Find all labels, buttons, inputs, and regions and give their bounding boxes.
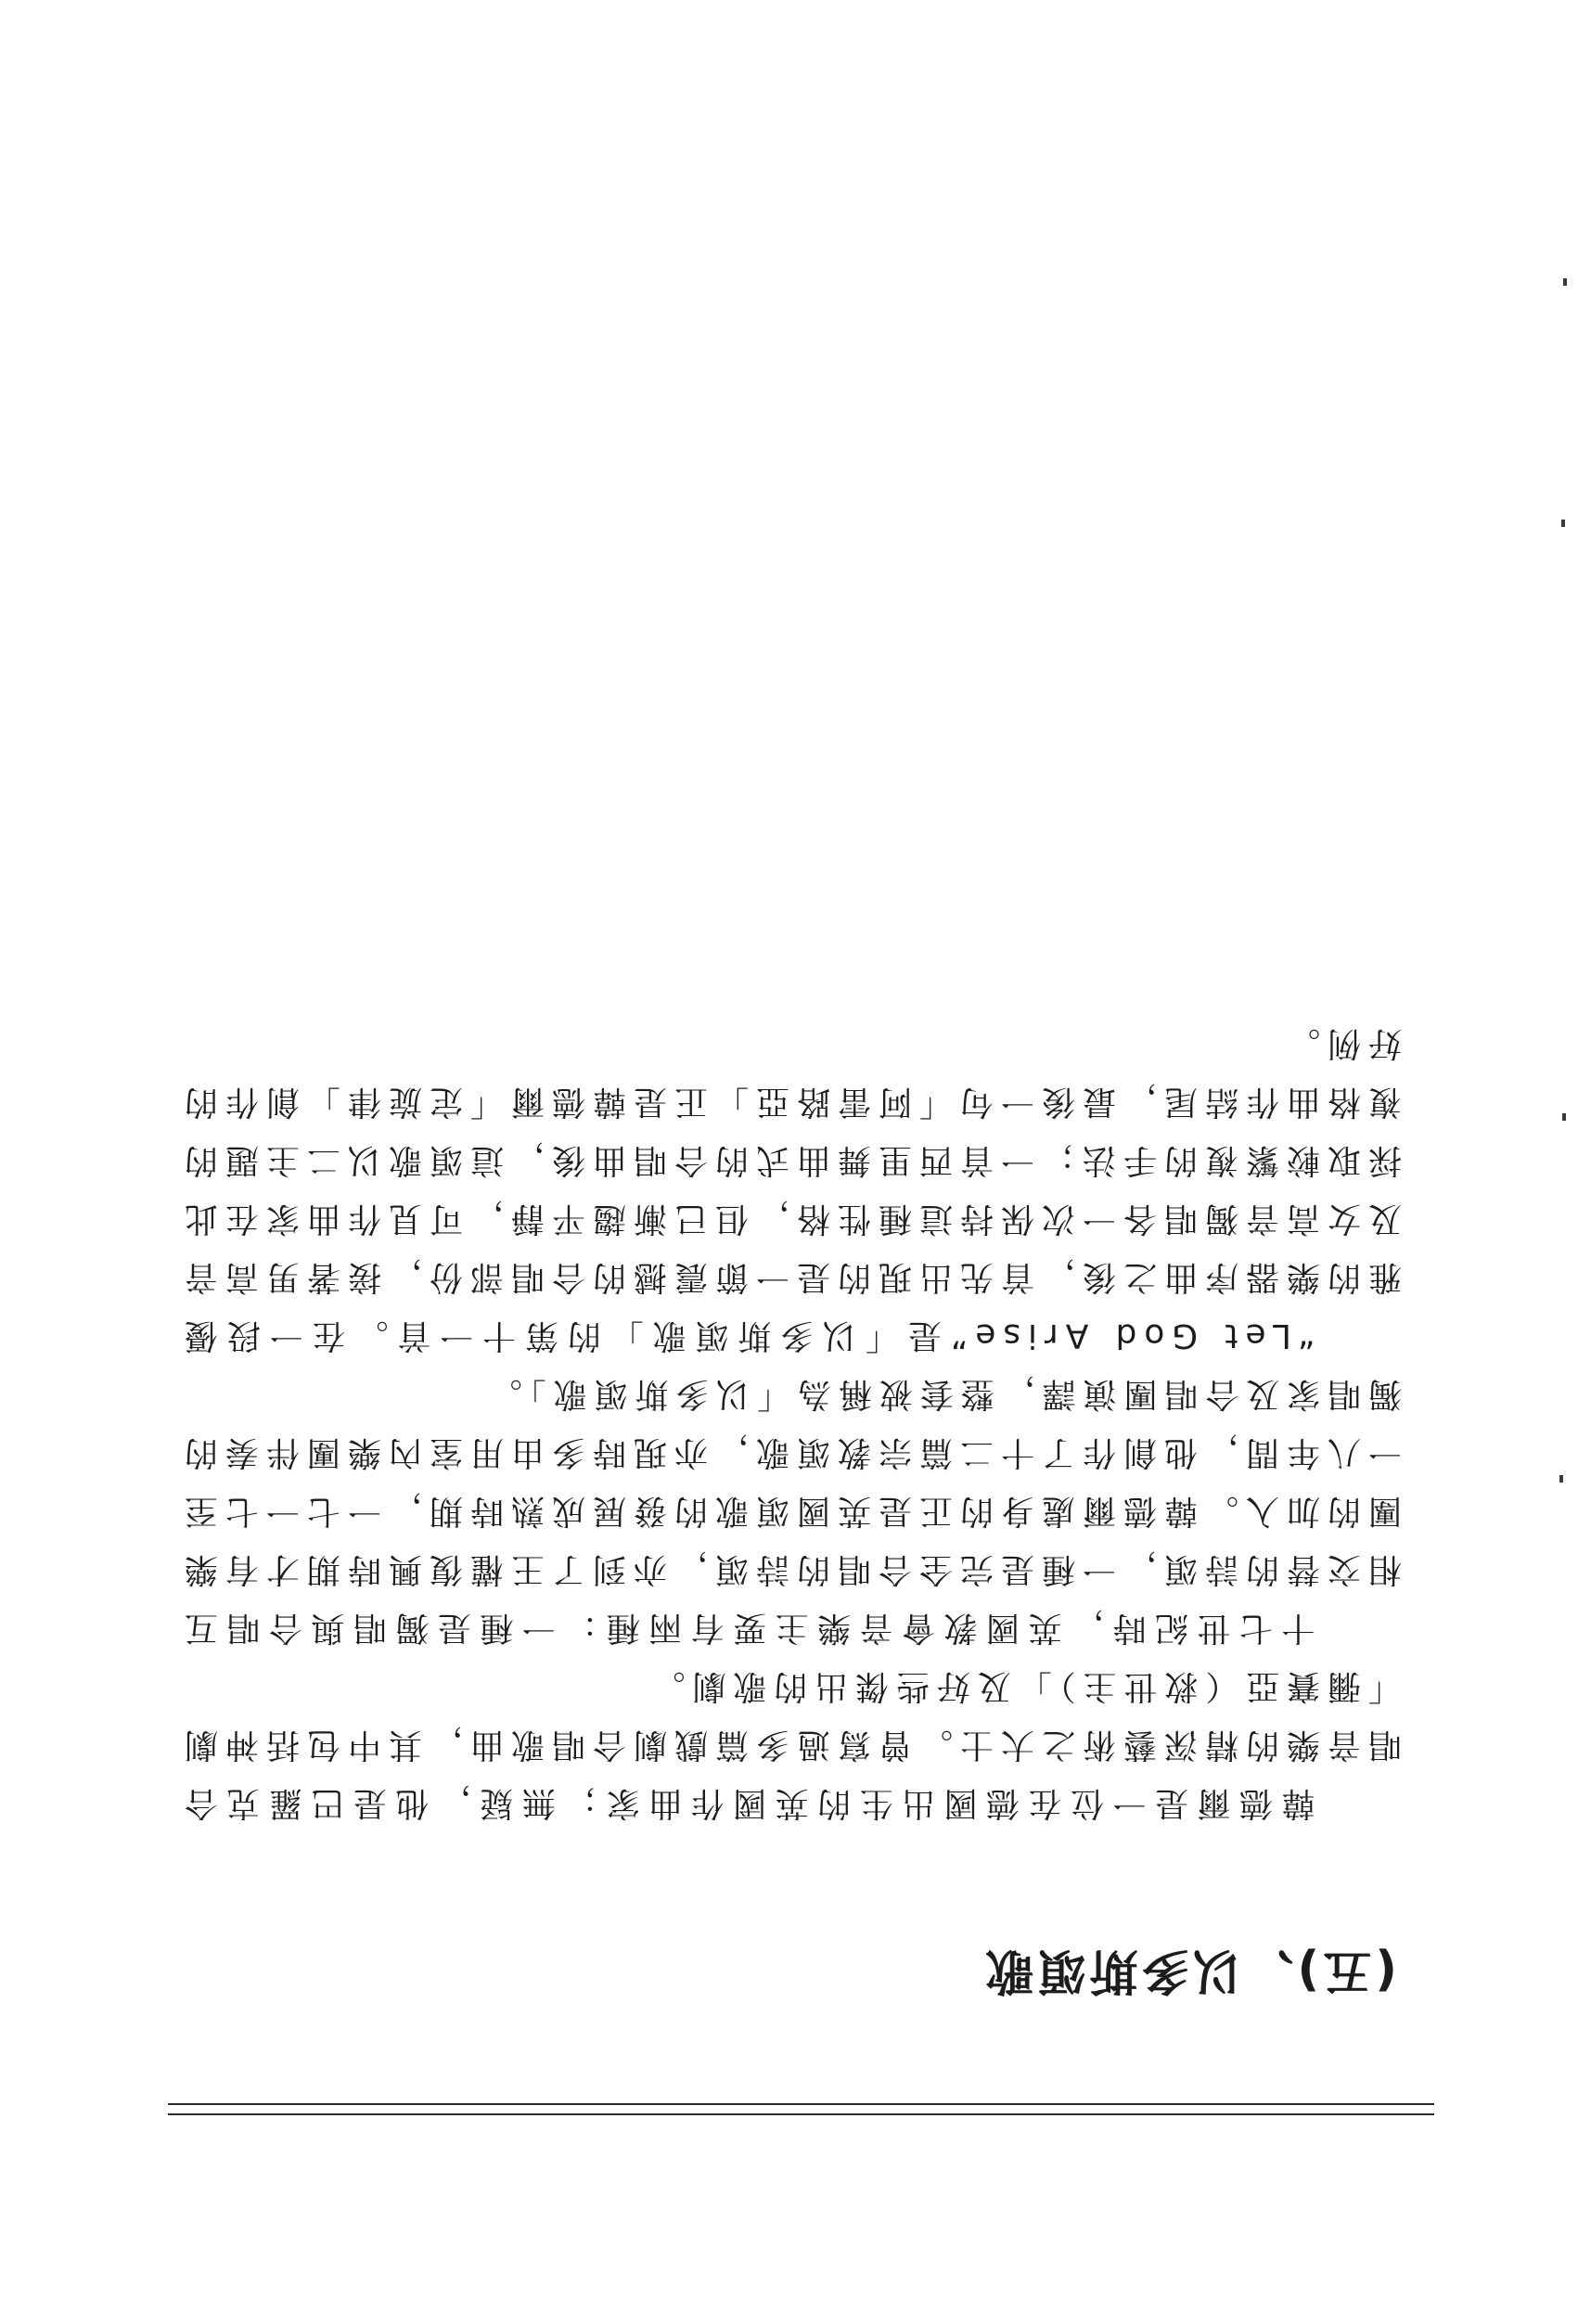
- paragraph-anthem-history: 十七世紀時，英國教會音樂主要有兩種：一種是獨唱與合唱互相交替的詩頌，一種是完全合唱的詩頌，亦到了王權復興時期才有樂團的加入。韓德爾處身的正是英國頌歌的發展成熟時期，一七一七至一八年間，他創作了十二篇宗教頌歌，亦現時多由用室內樂團伴奏的獨唱家及合唱團演譯，整套被稱為「以多斯頌歌」。: [177, 1374, 1402, 1647]
- document-body: [177, 1014, 1402, 1999]
- scan-edge-mark: [1561, 520, 1565, 527]
- section-heading: (五)、以多斯頌歌: [981, 1943, 1397, 1998]
- scan-edge-mark: [1559, 1475, 1563, 1483]
- paragraph-handel-intro: 韓德爾是一位在德國出生的英國作曲家；無疑，他是巴羅克合唱音樂的精深藝術之大士。曾寫過多篇戲劇合唱歌曲，其中包括神劇「彌賽亞（救世主）」及好些傑出的歌劇。: [177, 1666, 1402, 1822]
- scan-edge-mark: [1562, 1113, 1566, 1121]
- scan-edge-mark: [1563, 278, 1567, 286]
- paragraph-let-god-arise: “Let God Arise”是「以多斯頌歌」的第十一首。在一段優雅的樂器序曲之後，首先出現的是一節震撼的合唱部份，接著男高音及女高音獨唱各一次保持這種性格，但已漸趨平靜，可見作曲家在此採取較繁複的手法；一首西里舞曲式的合唱曲後，這頌歌以二主題的複格曲作結尾，最後一句「阿雷路亞」正是韓德爾「定旋律」創作的好例。: [177, 1023, 1402, 1355]
- header-double-rule: [168, 2103, 1434, 2115]
